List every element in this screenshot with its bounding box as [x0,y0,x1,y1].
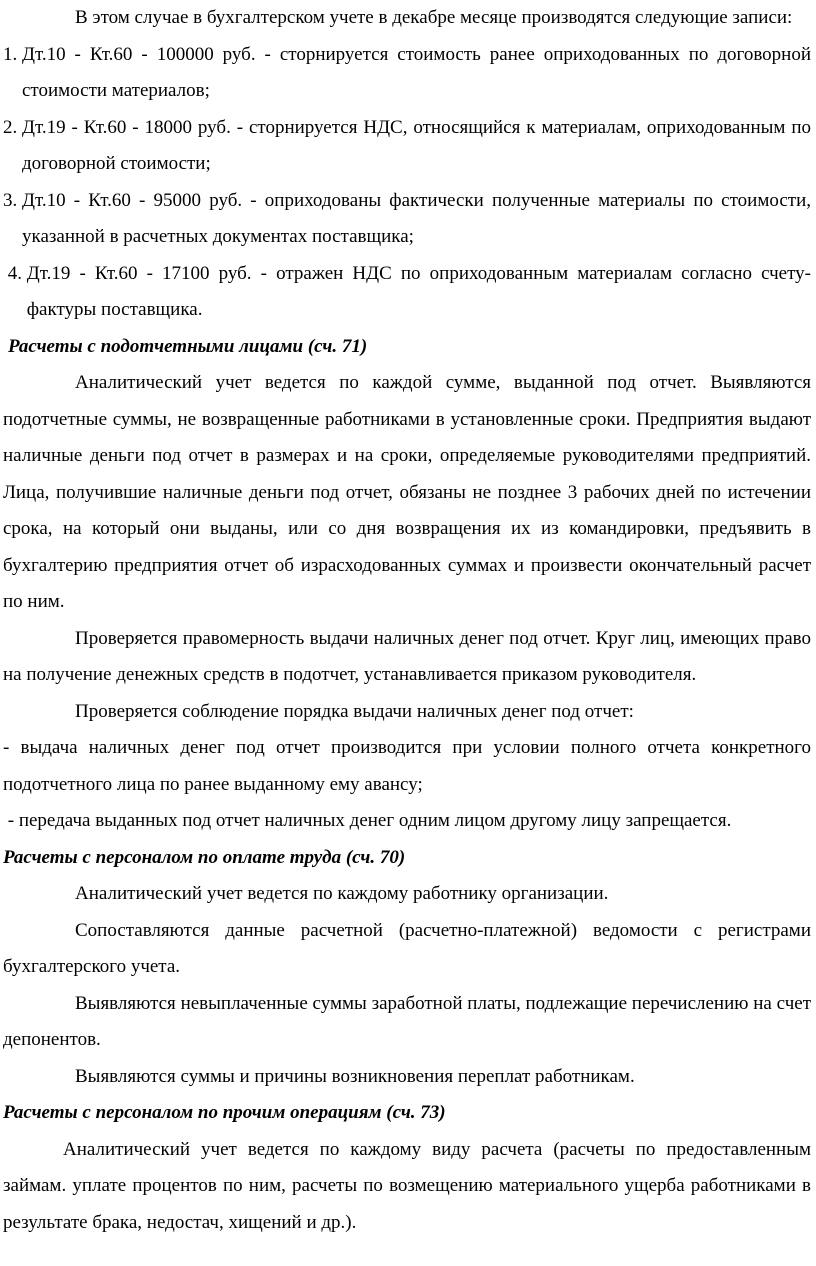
intro-paragraph: В этом случае в бухгалтерском учете в декабре месяце производятся следующие записи: [75,7,793,28]
list-item-text: Дт.10 - Кт.60 - 95000 руб. - оприходованы фактически полученные материалы по стоимости, указанной в расчетных документах поставщика; [22,189,811,247]
list-item [3,183,811,256]
body-paragraph: Выявляются суммы и причины возникновения переплат работникам. [75,1065,635,1087]
list-item-text: Дт.10 - Кт.60 - 100000 руб. - сторнируется стоимость ранее оприходованных по договорной стоимости материалов; [22,43,811,101]
list-item [3,110,811,183]
list-item-number: 1. [3,43,22,65]
list-item-text: Дт.19 - Кт.60 - 18000 руб. - сторнируется НДС, относящийся к материалам, оприходованным по договорной стоимости; [22,116,811,174]
body-paragraph: Аналитический учет ведется по каждому виду расчета (расчеты по предоставленным займам. уплате процентов по ним, расчеты по возмещению материального ущерба работниками в результате брака, недостач, хищений и др.). [3,1138,811,1233]
body-paragraph: Аналитический учет ведется по каждой сумме, выданной под отчет. Выявляются подотчетные суммы, не возвращенные работниками в установленные сроки. Предприятия выдают наличные деньги под отчет в размерах и на сроки, определяемые руководителями предприятий. Лица, получившие наличные деньги под отчет, обязаны не позднее 3 рабочих дней по истечении срока, на который они выданы, или со дня возвращения их из командировки, предъявить в бухгалтерию предприятия отчет об израсходованных суммах и произвести окончательный расчет по ним. [3,372,811,612]
body-paragraph: Проверяется правомерность выдачи наличных денег под отчет. Круг лиц, имеющих право на получение денежных средств в подотчет, устанавливается приказом руководителя. [3,627,811,685]
section-heading-accountable-persons: Расчеты с подотчетными лицами (сч. 71) [8,335,368,357]
list-item [3,37,811,110]
section-heading-payroll: Расчеты с персоналом по оплате труда (сч. 70) [3,846,406,868]
bullet-item: - передача выданных под отчет наличных денег одним лицом другому лицу запрещается. [3,810,732,831]
body-paragraph: Выявляются невыплаченные суммы заработной платы, подлежащие перечислению на счет депонентов. [3,992,811,1050]
body-paragraph: Проверяется соблюдение порядка выдачи наличных денег под отчет: [75,700,634,722]
body-paragraph: Аналитический учет ведется по каждому работнику организации. [75,883,609,904]
list-item-number: 2. [3,116,22,138]
body-paragraph: Сопоставляются данные расчетной (расчетно-платежной) ведомости с регистрами бухгалтерского учета. [3,919,811,977]
list-item-number: 4. [3,262,27,284]
section-heading-other-operations: Расчеты с персоналом по прочим операциям (сч. 73) [3,1102,446,1123]
list-item-text: Дт.19 - Кт.60 - 17100 руб. - отражен НДС по оприходованным материалам согласно счету-фактуры поставщика. [26,262,811,320]
list-item [3,256,811,329]
list-item-number: 3. [3,189,22,211]
bullet-item: - выдача наличных денег под отчет производится при условии полного отчета конкретного подотчетного лица по ранее выданному ему авансу; [3,737,811,795]
